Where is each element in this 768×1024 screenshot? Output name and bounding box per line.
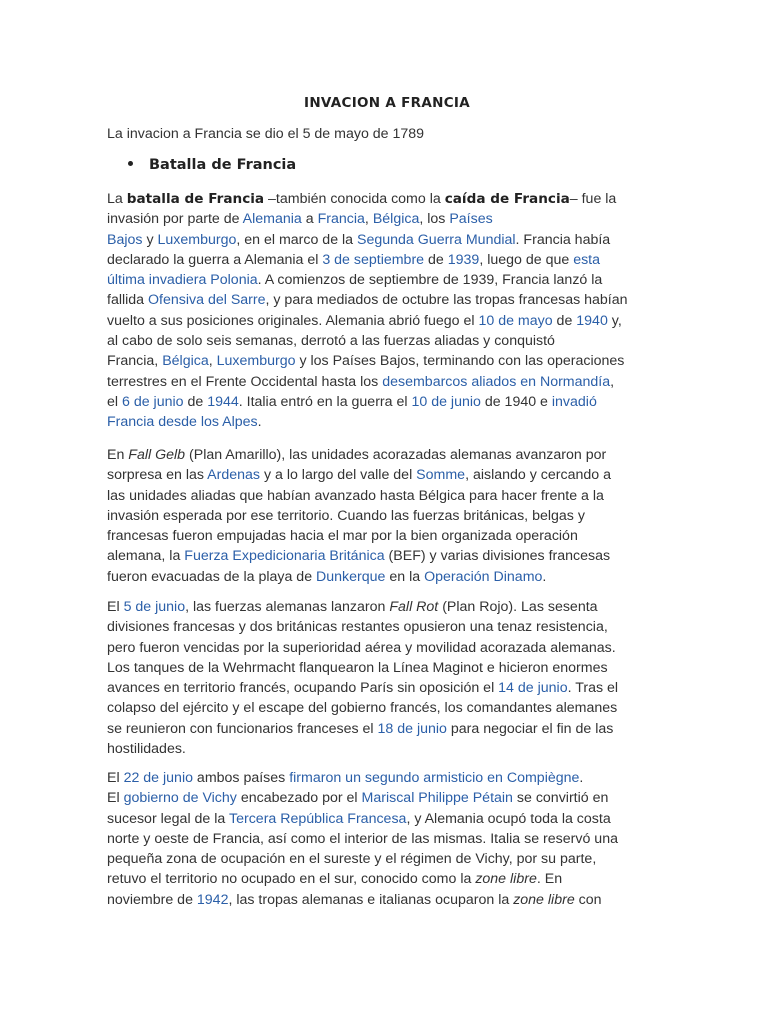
text-run: encabezado por el <box>236 790 362 807</box>
text-run: . <box>542 568 547 585</box>
text-run: noviembre de <box>107 891 197 908</box>
text-run: . <box>579 770 584 786</box>
text-run: , aislando y cercando a <box>465 467 611 484</box>
text-run: colapso del ejército y el escape del gobierno francés, los comandantes alemanes <box>107 700 618 717</box>
text-run: , <box>208 353 217 370</box>
wiki-link[interactable]: Dunkerque <box>316 568 386 585</box>
wiki-link[interactable]: 6 de junio <box>121 393 184 410</box>
text-run: retuvo el territorio no ocupado en el sur, conocido como la <box>107 871 476 888</box>
text-run: . Tras el <box>567 680 619 697</box>
text-run: avances en territorio francés, ocupando París sin oposición el <box>107 680 499 697</box>
text-run: pero fueron vencidas por la superioridad aérea y movilidad acorazada alemanas. <box>107 639 616 656</box>
text-line <box>107 698 618 718</box>
text-line <box>107 678 618 698</box>
bullet-heading <box>128 155 296 175</box>
wiki-link[interactable]: Bélgica <box>162 353 209 370</box>
text-line <box>107 290 628 310</box>
text-run: y, <box>607 312 622 329</box>
text-run: terrestres en el Frente Occidental hasta los <box>107 373 383 390</box>
wiki-link[interactable]: 1939 <box>447 251 480 268</box>
text-run: , <box>610 373 615 390</box>
text-run: norte y oeste de Francia, así como el interior de las mismas. Italia se reservó una <box>107 830 618 847</box>
text-run: y <box>142 231 158 248</box>
wiki-link[interactable]: 1940 <box>576 312 608 329</box>
text-run: las unidades aliadas que habían avanzado hasta Bélgica para hacer frente a la <box>107 487 604 504</box>
wiki-link[interactable]: Luxemburgo <box>216 353 296 370</box>
wiki-link[interactable]: Ardenas <box>207 467 261 484</box>
text-line <box>107 230 628 250</box>
text-run: , los <box>419 211 450 228</box>
wiki-link[interactable]: 1944 <box>207 393 239 410</box>
text-line <box>107 546 611 566</box>
text-run: , luego de que <box>479 251 574 268</box>
wiki-link[interactable]: Alemania <box>242 211 302 228</box>
bullet-dot-icon <box>128 161 133 166</box>
text-line <box>107 890 618 910</box>
wiki-link[interactable]: Bélgica <box>372 211 420 228</box>
text-line <box>107 372 628 392</box>
paragraph-batalla <box>107 189 628 433</box>
wiki-link[interactable]: Bajos <box>107 231 143 248</box>
text-run: pequeña zona de ocupación en el sureste y el régimen de Vichy, por su parte, <box>107 851 597 868</box>
text-run: Francia, <box>107 353 163 370</box>
text-run: La <box>107 191 127 207</box>
text-line <box>107 412 628 432</box>
wiki-link[interactable]: firmaron un segundo armisticio en Compiègne <box>289 770 580 786</box>
italic-term: zone libre <box>513 891 575 908</box>
text-run: de <box>183 393 208 410</box>
wiki-link[interactable]: Segunda Guerra Mundial <box>357 231 516 248</box>
wiki-link[interactable]: 14 de junio <box>498 680 568 697</box>
text-run: se reunieron con funcionarios franceses el <box>107 720 378 737</box>
text-line <box>107 567 611 587</box>
wiki-link[interactable]: última invadiera Polonia <box>107 272 258 289</box>
text-line <box>107 849 618 869</box>
wiki-link[interactable]: Fuerza Expedicionaria Británica <box>184 548 385 565</box>
text-run: con <box>574 891 602 908</box>
text-line <box>107 445 611 465</box>
wiki-link[interactable]: Operación Dinamo <box>424 568 543 585</box>
text-run: alemana, la <box>107 548 185 565</box>
text-line <box>107 719 618 739</box>
text-run: ambos países <box>192 770 290 786</box>
wiki-link[interactable]: Francia <box>317 211 365 228</box>
text-run: a <box>301 211 318 228</box>
text-run: –también conocida como la <box>264 191 445 207</box>
wiki-link[interactable]: Ofensiva del Sarre <box>148 292 266 309</box>
italic-term: zone libre <box>475 871 537 888</box>
wiki-link[interactable]: 10 de mayo <box>478 312 553 329</box>
text-run: En <box>107 447 129 463</box>
wiki-link[interactable]: 1942 <box>196 891 229 908</box>
text-run: para negociar el fin de las <box>446 720 614 737</box>
text-run: El <box>107 770 124 786</box>
text-line <box>107 658 618 678</box>
text-run: (BEF) y varias divisiones francesas <box>384 548 611 565</box>
text-line <box>107 189 628 209</box>
text-run: divisiones francesas y dos británicas restantes opusieron una tenaz resistencia, <box>107 619 608 636</box>
text-run: francesas fueron empujadas hacia el mar por la bien organizada operación <box>107 528 578 545</box>
text-run: (Plan Amarillo), las unidades acorazadas alemanas avanzaron por <box>185 447 607 463</box>
text-line <box>107 788 618 808</box>
text-run: fueron evacuadas de la playa de <box>107 568 317 585</box>
wiki-link[interactable]: esta <box>573 251 601 268</box>
text-run: . Italia entró en la guerra el <box>238 393 412 410</box>
wiki-link[interactable]: gobierno de Vichy <box>123 790 237 807</box>
text-run: Los tanques de la Wehrmacht flanquearon la Línea Maginot e hicieron enormes <box>107 659 608 676</box>
text-run: vuelto a sus posiciones originales. Alemania abrió fuego el <box>107 312 479 329</box>
text-run: . Francia había <box>515 231 611 248</box>
wiki-link[interactable]: Tercera República Francesa <box>229 810 407 827</box>
text-run: sorpresa en las <box>107 467 208 484</box>
text-run: se convirtió en <box>512 790 609 807</box>
text-run: sucesor legal de la <box>107 810 229 827</box>
paragraph-fall-gelb <box>107 445 611 587</box>
italic-term: Fall Rot <box>389 599 439 615</box>
wiki-link[interactable]: 10 de junio <box>411 393 481 410</box>
text-line <box>107 351 628 371</box>
wiki-link[interactable]: invadió <box>551 393 597 410</box>
wiki-link[interactable]: Países <box>449 211 493 228</box>
text-line <box>107 526 611 546</box>
wiki-link[interactable]: Somme <box>416 467 466 484</box>
wiki-link[interactable]: 18 de junio <box>377 720 447 737</box>
text-line <box>107 331 628 351</box>
text-line <box>107 638 618 658</box>
text-line <box>107 270 628 290</box>
text-run: , las fuerzas alemanas lanzaron <box>185 599 390 615</box>
text-run: al cabo de solo seis semanas, derrotó a las fuerzas aliadas y conquistó <box>107 333 555 350</box>
text-line <box>107 392 628 412</box>
text-run: y a lo largo del valle del <box>260 467 417 484</box>
intro-sentence: La invacion a Francia se dio el 5 de mayo de 1789 <box>107 126 425 142</box>
text-run: , <box>364 211 373 228</box>
text-run: de <box>552 312 577 329</box>
text-run: (Plan Rojo). Las sesenta <box>438 599 598 615</box>
text-run: invasión esperada por ese territorio. Cuando las fuerzas británicas, belgas y <box>107 507 585 524</box>
italic-term: Fall Gelb <box>128 447 186 463</box>
text-line <box>107 311 628 331</box>
wiki-link[interactable]: 22 de junio <box>123 770 193 786</box>
text-line <box>107 829 618 849</box>
document-title: INVACION A FRANCIA <box>304 95 470 111</box>
text-line <box>107 869 618 889</box>
text-line <box>107 768 618 788</box>
text-run: en la <box>385 568 425 585</box>
text-run: . A comienzos de septiembre de 1939, Francia lanzó la <box>257 272 603 289</box>
text-run: hostilidades. <box>107 741 186 758</box>
text-run: , y para mediados de octubre las tropas francesas habían <box>265 292 628 309</box>
wiki-link[interactable]: 5 de junio <box>123 599 186 615</box>
text-line <box>107 597 618 617</box>
text-line <box>107 617 618 637</box>
text-line <box>107 465 611 485</box>
text-run: El <box>107 599 124 615</box>
bold-term: batalla de Francia <box>126 191 265 207</box>
wiki-link[interactable]: Francia desde los Alpes <box>107 414 258 431</box>
text-run: el <box>107 393 122 410</box>
wiki-link[interactable]: 3 de septiembre <box>322 251 425 268</box>
text-line <box>107 250 628 270</box>
text-run: , en el marco de la <box>236 231 358 248</box>
text-run: de <box>424 251 448 268</box>
wiki-link[interactable]: Luxemburgo <box>157 231 237 248</box>
wiki-link[interactable]: desembarcos aliados en Normandía <box>382 373 611 390</box>
text-line <box>107 809 618 829</box>
bullet-heading-text: Batalla de Francia <box>149 157 297 173</box>
text-run: invasión por parte de <box>107 211 243 228</box>
text-run: , y Alemania ocupó toda la costa <box>406 810 611 827</box>
text-run: declarado la guerra a Alemania el <box>107 251 323 268</box>
text-line <box>107 506 611 526</box>
text-run: . <box>257 414 262 431</box>
text-run: y los Países Bajos, terminando con las operaciones <box>295 353 625 370</box>
text-run: . En <box>536 871 563 888</box>
paragraph-armisticio <box>107 768 618 910</box>
text-run: El <box>107 790 124 807</box>
paragraph-fall-rot <box>107 597 618 759</box>
text-run: fallida <box>107 292 149 309</box>
bold-term: caída de Francia <box>444 191 570 207</box>
wiki-link[interactable]: Mariscal Philippe Pétain <box>361 790 513 807</box>
text-line <box>107 739 618 759</box>
text-run: , las tropas alemanas e italianas ocuparon la <box>228 891 514 908</box>
text-run: de 1940 e <box>480 393 552 410</box>
text-line <box>107 486 611 506</box>
text-line <box>107 209 628 229</box>
text-run: – fue la <box>569 191 617 207</box>
